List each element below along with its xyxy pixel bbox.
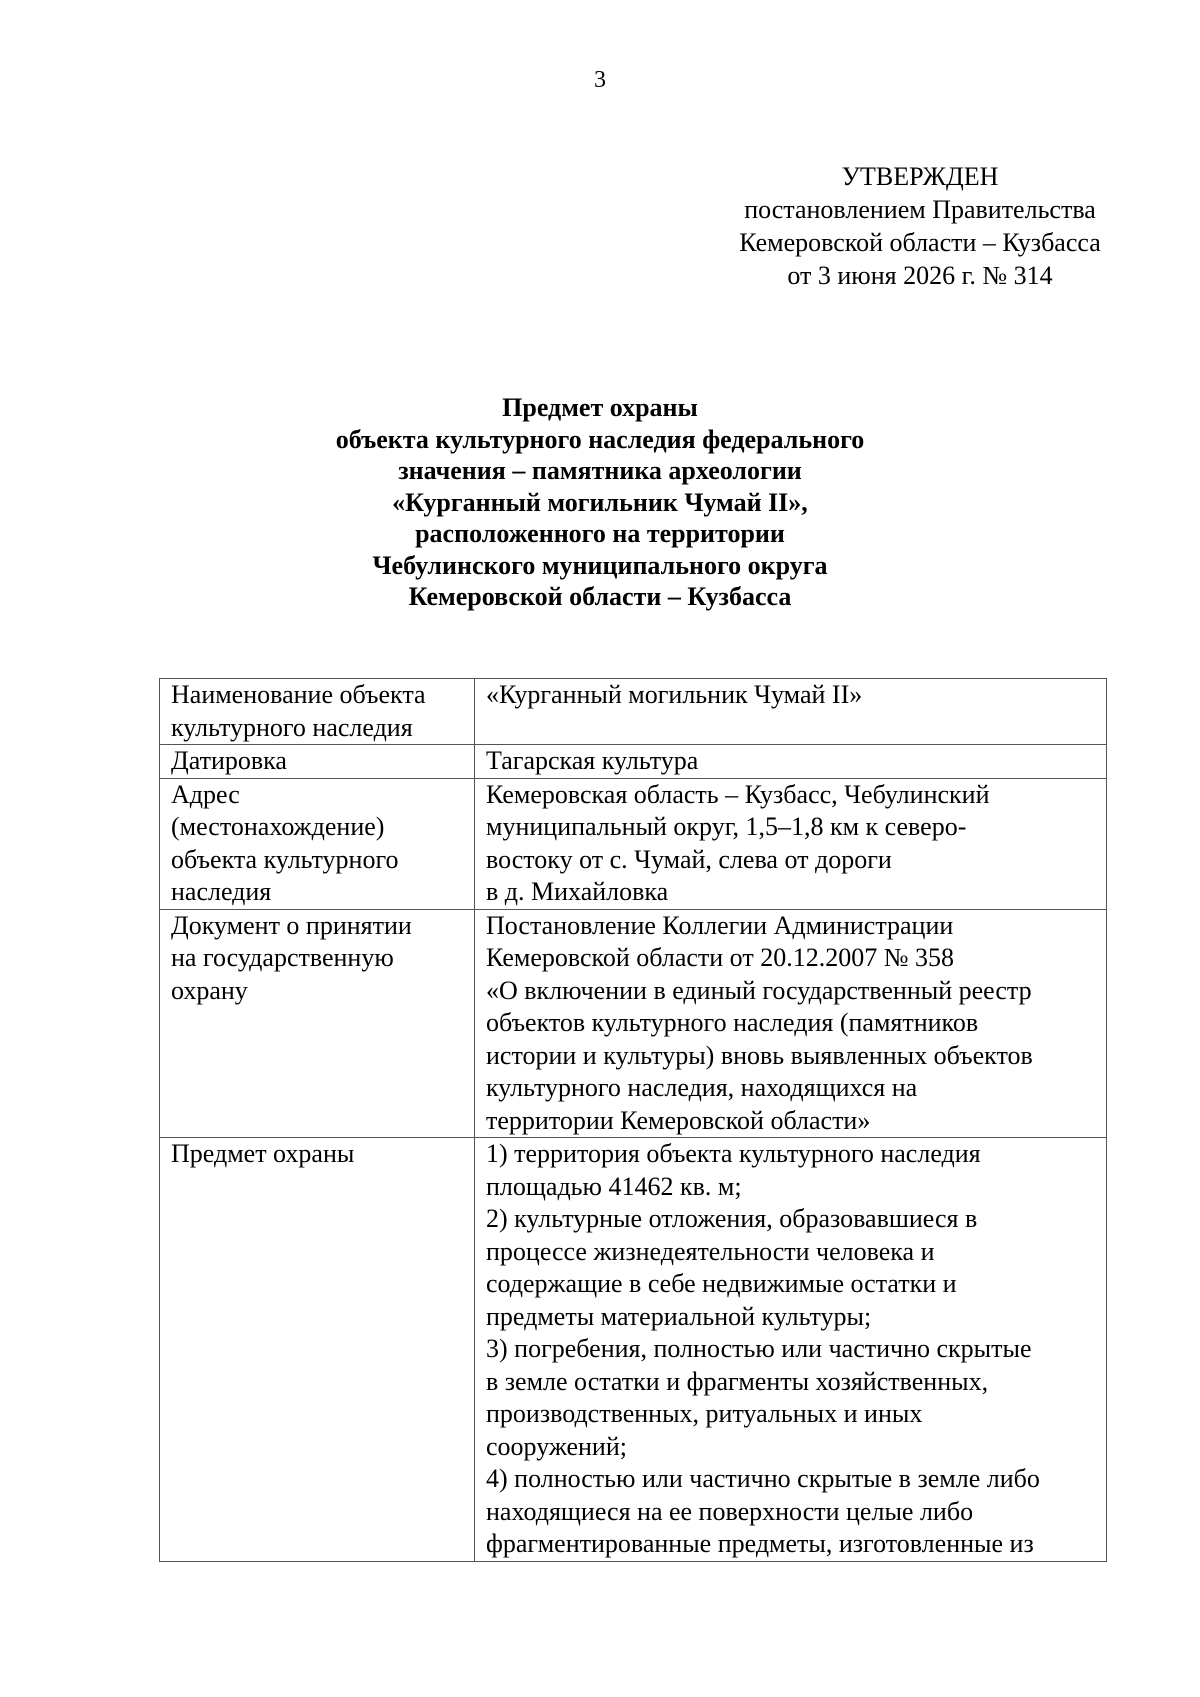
title-line: Предмет охраны [502, 393, 698, 422]
cell-value [475, 679, 1107, 745]
value-line: в земле остатки и фрагменты хозяйственных, [486, 1366, 989, 1396]
label-line: наследия [171, 877, 272, 906]
value-line: производственных, ритуальных и иных [486, 1399, 923, 1428]
value-line: 1) территория объекта культурного наследия [486, 1139, 981, 1168]
cell-label [160, 745, 475, 779]
value-line: «О включении в единый государственный реестр [486, 975, 1032, 1005]
value-line: Кемеровская область – Кузбасс, Чебулинский [486, 779, 990, 809]
value-line: сооружений; [486, 1431, 627, 1461]
approval-line-region: Кемеровской области – Кузбасса [739, 228, 1101, 257]
value-line: Постановление Коллегии Администрации [486, 910, 954, 940]
title-line: Кемеровской области – Кузбасса [408, 582, 792, 611]
heritage-info-table [159, 678, 1107, 1562]
page-number: 3 [594, 67, 606, 93]
value-line: процессе жизнедеятельности человека и [486, 1236, 935, 1266]
approval-line-date-number: от 3 июня 2026 г. № 314 [787, 261, 1053, 290]
title-line: расположенного на территории [415, 519, 785, 548]
approval-line-by-decree: постановлением Правительства [744, 195, 1096, 224]
title-line: «Курганный могильник Чумай II», [392, 487, 808, 517]
label-line: Датировка [171, 746, 287, 775]
title-line: объекта культурного наследия федерального [335, 424, 865, 454]
label-line: охрану [171, 975, 248, 1005]
value-line: «Курганный могильник Чумай II» [486, 680, 863, 709]
label-line: (местонахождение) [171, 812, 385, 841]
label-line: Наименование объекта [171, 680, 426, 709]
cell-label [160, 1138, 475, 1562]
label-line: Документ о принятии [171, 910, 412, 940]
value-line: Тагарская культура [486, 746, 699, 775]
cell-label [160, 679, 475, 745]
cell-value [475, 909, 1107, 1138]
value-line: Кемеровской области от 20.12.2007 № 358 [486, 943, 955, 972]
title-line: значения – памятника археологии [398, 456, 802, 485]
approval-stamp [700, 160, 1140, 292]
label-line: культурного наследия [171, 712, 413, 742]
value-line: 3) погребения, полностью или частично скрытые [486, 1334, 1032, 1363]
value-line: муниципальный округ, 1,5–1,8 км к северо- [486, 812, 967, 841]
document-title [0, 392, 1200, 613]
value-line: площадью 41462 кв. м; [486, 1171, 742, 1201]
cell-value [475, 745, 1107, 779]
label-line: Предмет охраны [171, 1139, 355, 1168]
cell-value [475, 1138, 1107, 1562]
table-row-protection-subject [160, 1138, 1107, 1562]
value-line: предметы материальной культуры; [486, 1301, 872, 1331]
table-row-address [160, 778, 1107, 909]
label-line: на государственную [171, 943, 394, 972]
value-line: культурного наследия, находящихся на [486, 1073, 918, 1102]
value-line: содержащие в себе недвижимые остатки и [486, 1269, 957, 1298]
label-line: объекта культурного [171, 844, 399, 874]
table-row-protection-document [160, 909, 1107, 1138]
value-line: истории и культуры) вновь выявленных объектов [486, 1040, 1033, 1070]
value-line: в д. Михайловка [486, 877, 669, 906]
value-line: объектов культурного наследия (памятников [486, 1008, 979, 1037]
table-row-object-name [160, 679, 1107, 745]
value-line: 2) культурные отложения, образовавшиеся в [486, 1204, 978, 1233]
title-line: Чебулинского муниципального округа [372, 550, 828, 580]
label-line: Адрес [171, 779, 240, 809]
cell-value [475, 778, 1107, 909]
table-body [160, 679, 1107, 1562]
cell-label [160, 778, 475, 909]
table-row-dating [160, 745, 1107, 779]
value-line: 4) полностью или частично скрытые в земле либо [486, 1464, 1040, 1493]
approval-line-approved: УТВЕРЖДЕН [841, 162, 999, 191]
value-line: территории Кемеровской области» [486, 1105, 871, 1135]
value-line: находящиеся на ее поверхности целые либо [486, 1496, 974, 1526]
cell-label [160, 909, 475, 1138]
value-line: фрагментированные предметы, изготовленные из [486, 1529, 1034, 1558]
value-line: востоку от с. Чумай, слева от дороги [486, 844, 892, 874]
